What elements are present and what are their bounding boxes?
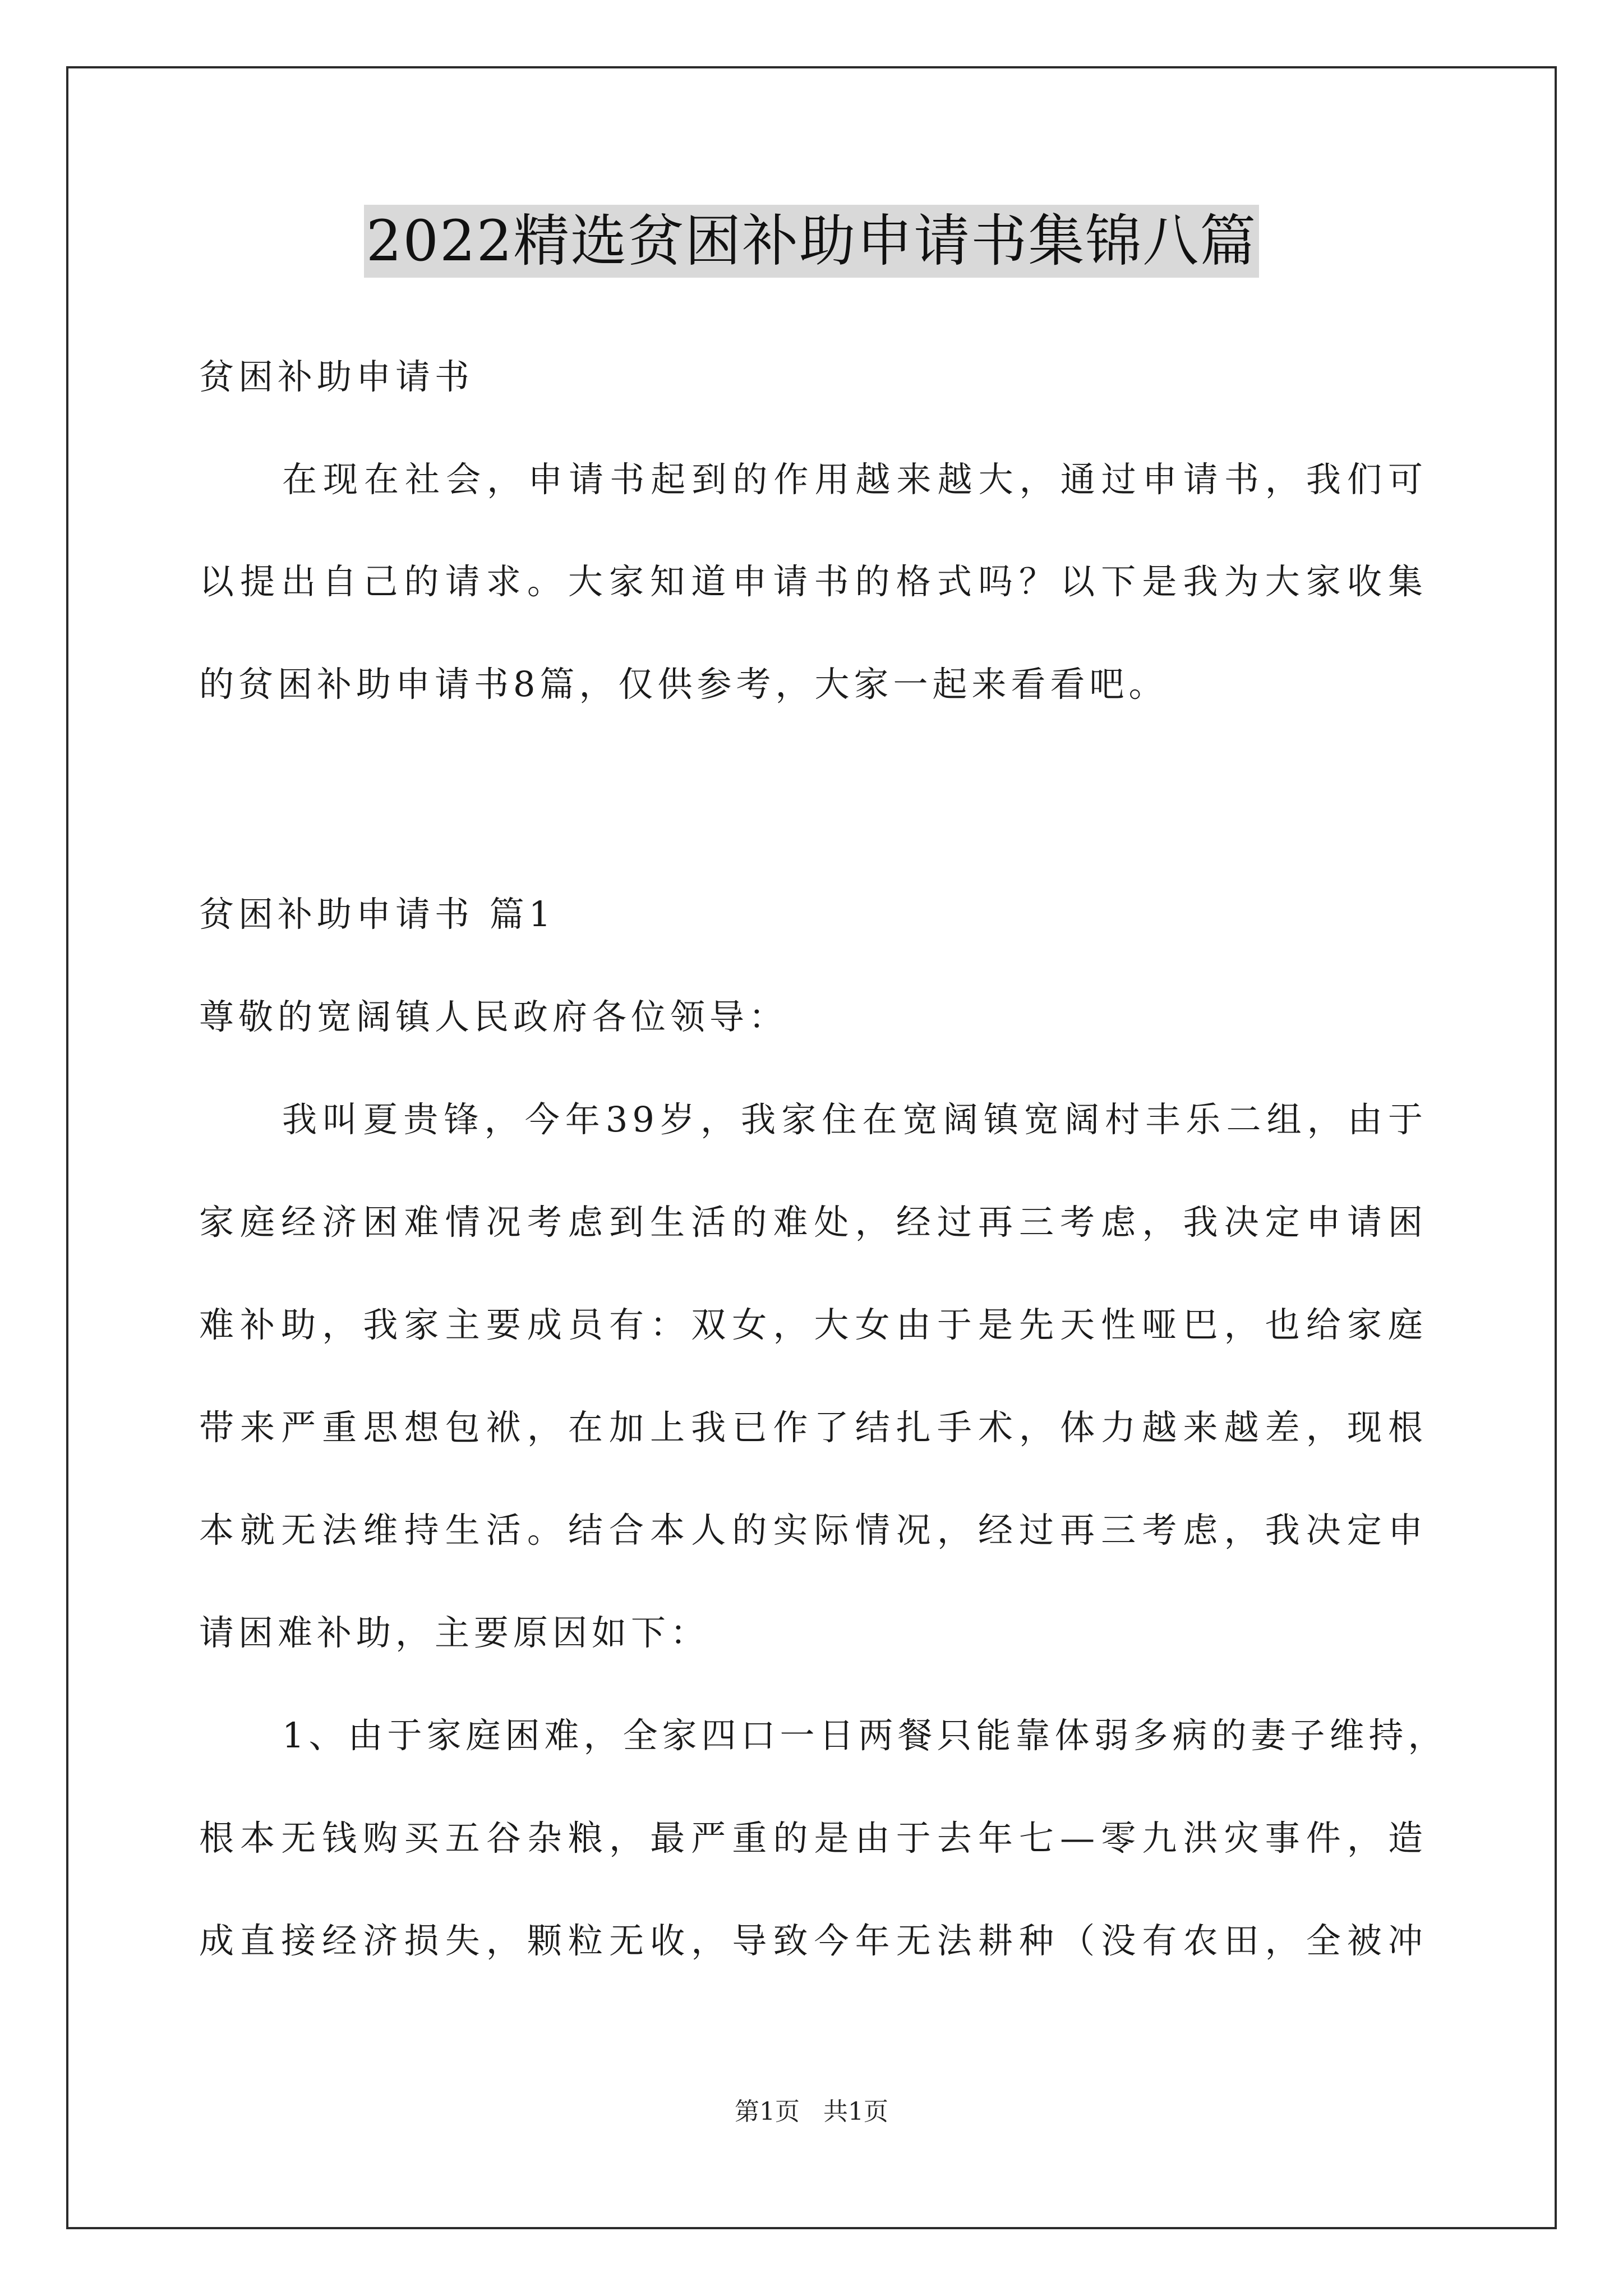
intro-heading: 贫困补助申请书 [199, 356, 474, 397]
page-number: 第1页 [735, 2097, 800, 2126]
intro-line: 在现在社会，申请书起到的作用越来越大，通过申请书，我们可 [282, 459, 1427, 500]
paragraph-line: 请困难补助，主要原因如下： [199, 1612, 710, 1653]
page-footer [0, 2095, 1623, 2129]
paragraph-line: 难补助，我家主要成员有：双女，大女由于是先天性哑巴，也给家庭 [199, 1304, 1427, 1345]
paragraph-line: 家庭经济困难情况考虑到生活的难处，经过再三考虑，我决定申请困 [199, 1202, 1427, 1243]
paragraph-line: 本就无法维持生活。结合本人的实际情况，经过再三考虑，我决定申 [199, 1510, 1427, 1550]
paragraph-line: 带来严重思想包袱，在加上我已作了结扎手术，体力越来越差，现根 [199, 1407, 1427, 1448]
section-heading: 贫困补助申请书 篇1 [199, 894, 556, 935]
title-container [0, 205, 1623, 278]
paragraph-line: 1、由于家庭困难，全家四口一日两餐只能靠体弱多病的妻子维持， [282, 1715, 1447, 1756]
paragraph-line: 根本无钱购买五谷杂粮，最严重的是由于去年七—零九洪灾事件，造 [199, 1818, 1427, 1858]
intro-line: 的贫困补助申请书8篇，仅供参考，大家一起来看看吧。 [199, 664, 1168, 705]
page-total: 共1页 [823, 2097, 888, 2126]
paragraph-line: 我叫夏贵锋，今年39岁，我家住在宽阔镇宽阔村丰乐二组，由于 [282, 1099, 1427, 1140]
salutation: 尊敬的宽阔镇人民政府各位领导： [199, 996, 789, 1037]
document-title: 2022精选贫困补助申请书集锦八篇 [364, 205, 1260, 278]
intro-line: 以提出自己的请求。大家知道申请书的格式吗？以下是我为大家收集 [199, 561, 1427, 602]
paragraph-line: 成直接经济损失，颗粒无收，导致今年无法耕种（没有农田，全被冲 [199, 1920, 1427, 1961]
